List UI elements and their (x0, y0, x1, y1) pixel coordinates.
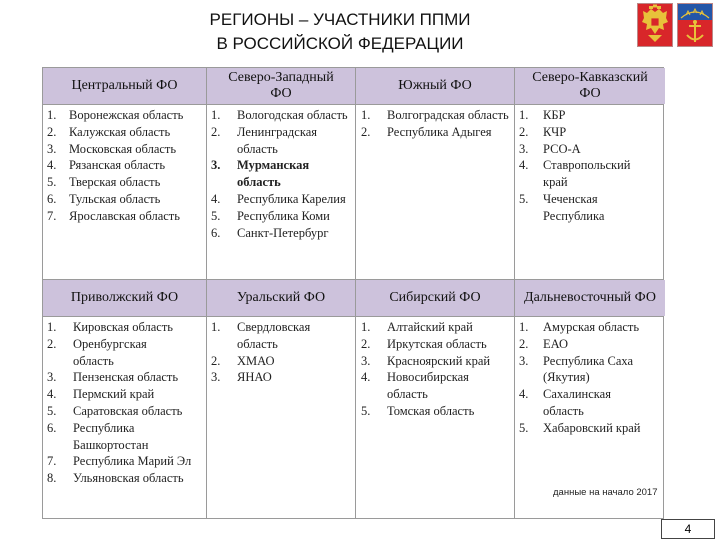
title-line-1: РЕГИОНЫ – УЧАСТНИКИ ППМИ (209, 10, 471, 29)
district-header-central: Центральный ФО (43, 68, 206, 104)
list-item: 1. Воронежская область (47, 108, 184, 122)
district-header-south: Южный ФО (356, 68, 514, 104)
region-list-north-caucasus (519, 107, 661, 225)
list-item: 1. Амурская область (519, 320, 640, 334)
column-divider (514, 68, 515, 518)
list-item: 5. Республика Коми (211, 208, 330, 223)
title-line-2: В РОССИЙСКОЙ ФЕДЕРАЦИИ (216, 34, 464, 53)
list-item: 1. КБР (519, 108, 566, 122)
russia-coat-of-arms-icon (637, 3, 673, 47)
list-item: 3. Красноярский край (361, 353, 491, 368)
list-item: 5. Тверская область (47, 175, 161, 190)
list-item: 3. ЯНАО (211, 370, 272, 385)
district-header-volga: Приволжский ФО (43, 280, 206, 316)
list-item: 3. Пензенская область (47, 370, 179, 385)
list-item: 1. Вологодская область (211, 108, 348, 122)
list-item: 4. Пермский край (47, 387, 155, 402)
list-item: 5. Томская область (361, 403, 475, 418)
list-item: 2. ЕАО (519, 336, 569, 351)
row-divider (43, 279, 663, 280)
districts-table (42, 67, 664, 519)
list-item: 6. Тульская область (47, 191, 161, 206)
list-item: 3. Мурманская область (211, 158, 310, 190)
list-item: 5. Хабаровский край (519, 420, 641, 435)
region-list-central (47, 107, 205, 225)
region-list-siberia (361, 319, 511, 420)
murmansk-coat-of-arms-icon (677, 3, 713, 47)
list-item: 1. Алтайский край (361, 320, 473, 334)
district-header-siberia: Сибирский ФО (356, 280, 514, 316)
list-item: 5. Саратовская область (47, 403, 183, 418)
list-item: 1. Свердловская область (211, 320, 311, 351)
list-item: 4. Ставропольский край (519, 158, 631, 190)
list-item: 4. Новосибирская область (361, 370, 469, 402)
list-item: 2. КЧР (519, 124, 567, 139)
list-item: 3. Республика Саха (Якутия) (519, 353, 634, 385)
region-list-ural (211, 319, 351, 386)
list-item: 2. Калужская область (47, 124, 171, 139)
data-date-note: данные на начало 2017 (553, 487, 658, 498)
list-item: 8. Ульяновская область (47, 471, 184, 486)
list-item: 4. Республика Карелия (211, 191, 346, 206)
list-item: 2. Оренбургская область (47, 336, 147, 368)
row-divider (43, 316, 663, 317)
row-divider (43, 104, 663, 105)
district-header-north-caucasus: Северо-Кавказский ФО (515, 68, 665, 104)
region-list-volga (47, 319, 205, 487)
list-item: 7. Ярославская область (47, 208, 180, 223)
list-item: 1. Волгоградская область (361, 108, 509, 122)
list-item: 1. Кировская область (47, 320, 174, 334)
list-item: 2. Иркутская область (361, 336, 487, 351)
list-item: 6. Санкт-Петербург (211, 225, 329, 240)
district-header-ural: Уральский ФО (207, 280, 355, 316)
list-item: 5. Чеченская Республика (519, 191, 605, 223)
list-item: 4. Сахалинская область (519, 387, 611, 418)
page-title (140, 8, 540, 56)
district-header-far-east: Дальневосточный ФО (515, 280, 665, 316)
list-item: 6. Республика Башкортостан (47, 420, 149, 452)
region-list-south (361, 107, 511, 141)
list-item: 7. Республика Марий Эл (47, 454, 192, 469)
column-divider (355, 68, 356, 518)
column-divider (206, 68, 207, 518)
list-item: 2. Ленинградская область (211, 124, 318, 156)
list-item: 3. РСО-А (519, 141, 581, 156)
list-item: 3. Московская область (47, 141, 177, 156)
region-list-far-east (519, 319, 661, 437)
list-item: 2. Республика Адыгея (361, 124, 492, 139)
district-header-northwest: Северо-Западный ФО (207, 68, 355, 104)
region-list-northwest (211, 107, 351, 241)
list-item: 2. ХМАО (211, 353, 275, 368)
page-number: 4 (661, 519, 715, 539)
list-item: 4. Рязанская область (47, 158, 166, 173)
